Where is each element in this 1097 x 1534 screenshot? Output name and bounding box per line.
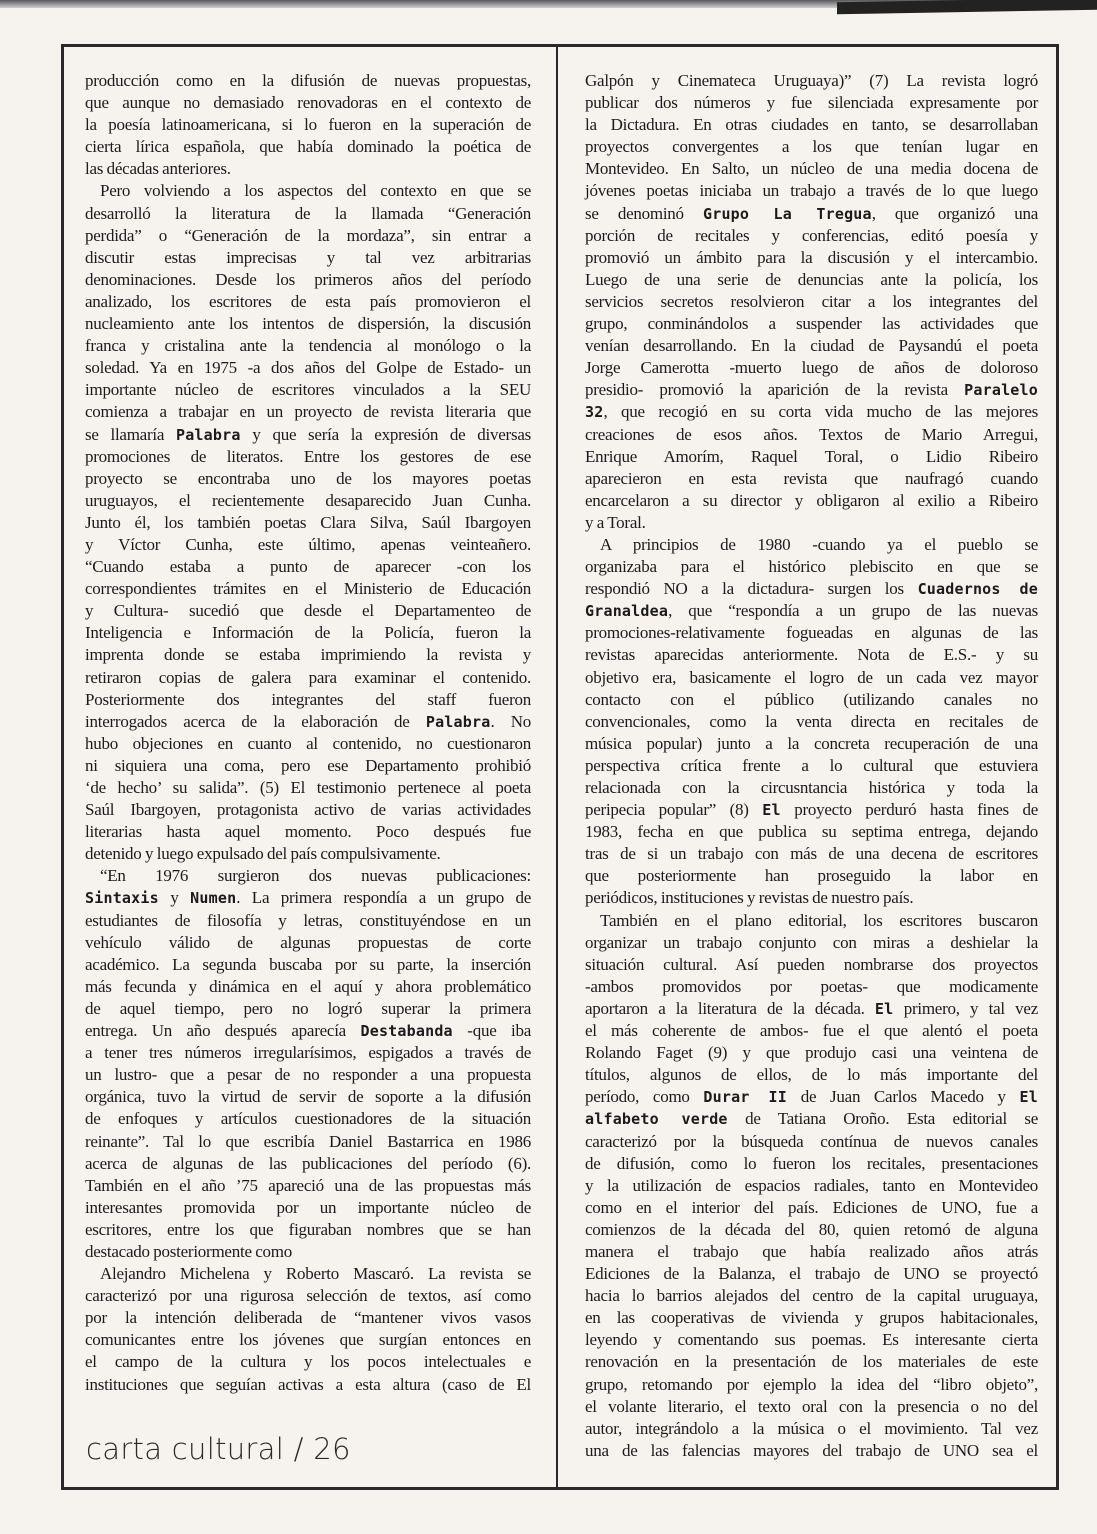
text-line: 1983, fecha en que publica su septima entrega, dejando xyxy=(585,822,1038,842)
text-line: acerca de algunas de las publicaciones del período (6). xyxy=(85,1153,531,1173)
text-line: jóvenes poetas iniciaba un trabajo a través de lo que luego xyxy=(585,181,1038,201)
text-line: la poesía latinoamericana, si lo fueron en la superación de xyxy=(85,115,531,135)
text-line: destacado posteriormente como xyxy=(85,1241,293,1261)
text-line: hubo objeciones en cuanto al contenido, no cuestionaron xyxy=(85,733,531,753)
text-line: Posteriormente dos integrantes del staff fueron xyxy=(85,689,531,709)
text-line: “Cuando estaba a punto de aparecer -con los xyxy=(85,557,531,577)
text-line: Enrique Amorím, Raquel Toral, o Lidio Ribeiro xyxy=(585,446,1038,466)
text-line: respondió NO a la dictadura- surgen los Cuadernos de xyxy=(585,579,1038,599)
text-line: promociones-relativamente fogueadas en algunas de las xyxy=(585,623,1038,643)
text-line: venían desarrollando. En la ciudad de Paysandú el poeta xyxy=(585,336,1038,356)
text-line: creaciones de esos años. Textos de Mario Arregui, xyxy=(585,424,1038,444)
text-line: interesantes promovida por un importante núcleo de xyxy=(85,1197,531,1217)
publication-title: Paralelo xyxy=(964,381,1038,400)
text-line: Ediciones de la Balanza, el trabajo de UNO se proyectó xyxy=(585,1264,1038,1284)
publication-title: Grupo La Tregua xyxy=(702,204,872,223)
text-line: las décadas anteriores. xyxy=(85,159,231,179)
text-line: comienzos de la década del 80, quien retomó de alguna xyxy=(585,1219,1038,1239)
text-line: instituciones que seguían activas a esta altura (caso de El xyxy=(85,1374,531,1394)
text-line: peripecia popular” (8) El proyecto perduró hasta fines de xyxy=(585,800,1038,820)
text-line: de aquel tiempo, pero no logró superar la primera xyxy=(85,998,531,1018)
text-line: organizaba para el histórico plebiscito en que se xyxy=(585,557,1038,577)
publication-title: Destabanda xyxy=(360,1022,453,1041)
text-line: se llamaría Palabra y que sería la expresión de diversas xyxy=(85,424,531,444)
column-divider xyxy=(556,44,558,1490)
text-line: correspondientes trámites en el Ministerio de Educación xyxy=(85,579,531,599)
text-line: proyectos convergentes a los que tenían lugar en xyxy=(585,137,1038,157)
text-line: Rolando Faget (9) y que produjo casi una veintena de xyxy=(585,1043,1038,1063)
text-line: el más coherente de ambos- fue el que alentó el poeta xyxy=(585,1021,1038,1041)
publication-title: El xyxy=(874,999,894,1018)
text-line: un lustro- que a pesar de no responder a una propuesta xyxy=(85,1065,531,1085)
text-line: vehículo válido de algunas propuestas de corte xyxy=(85,932,531,952)
text-line: y a Toral. xyxy=(585,512,646,532)
text-line: producción como en la difusión de nuevas propuestas, xyxy=(85,71,531,90)
text-line: música popular) junto a la concreta recuperación de una xyxy=(585,733,1038,753)
text-line: desarrolló la literatura de la llamada “Generación xyxy=(85,203,531,223)
page-footer: carta cultural / 26 xyxy=(86,1432,351,1466)
text-line: estudiantes de filosofía y letras, constituyéndose en un xyxy=(85,910,531,930)
publication-title: Palabra xyxy=(425,712,491,731)
text-line: publicar dos números y fue silenciada expresamente por xyxy=(585,93,1038,113)
text-line: renovación en la presentación de los materiales de este xyxy=(585,1352,1038,1372)
text-line: de difusión, como lo fueron los recitales, presentaciones xyxy=(585,1153,1038,1173)
text-line: reinante”. Tal lo que escribía Daniel Bastarrica en 1986 xyxy=(85,1131,531,1151)
publication-title: Sintaxis xyxy=(85,889,159,908)
text-line: Sintaxis y Numen. La primera respondía a un grupo de xyxy=(85,888,532,908)
text-line: y Víctor Cunha, este último, apenas veinteañero. xyxy=(85,534,531,554)
text-line: en las cooperativas de vivienda y grupos habitacionales, xyxy=(585,1308,1038,1328)
text-line: alfabeto verde de Tatiana Oroño. Esta editorial se xyxy=(585,1109,1039,1129)
text-line: académico. La segunda buscaba por su parte, la inserción xyxy=(85,954,531,974)
text-line: contacto con el público (utilizando canales no xyxy=(585,689,1038,709)
text-line: importante núcleo de escritores vinculados a la SEU xyxy=(85,380,531,400)
text-line: orgánica, tuvo la virtud de servir de soporte a la difusión xyxy=(85,1087,531,1107)
text-line: revistas aparecidas anteriormente. Nota de E.S.- y su xyxy=(585,645,1038,665)
text-line: presidio- promovió la aparición de la revista Paralelo xyxy=(585,380,1038,400)
text-line: aparecieron en esta revista que naufragó cuando xyxy=(585,468,1038,488)
text-line: Junto él, los también poetas Clara Silva, Saúl Ibargoyen xyxy=(85,512,531,532)
text-line: objetivo era, basicamente el logro de un cada vez mayor xyxy=(585,667,1038,687)
publication-title: El xyxy=(1019,1088,1038,1107)
text-line: comunicantes entre los jóvenes que surgían entonces en xyxy=(85,1330,531,1350)
publication-title: 32 xyxy=(585,403,604,422)
text-line: Granaldea, que “respondía a un grupo de las nuevas xyxy=(585,601,1038,621)
text-line: la Dictadura. En otras ciudades en tanto, se desarrollaban xyxy=(585,115,1038,135)
text-line: perspectiva crítica frente a lo cultural que estuviera xyxy=(585,755,1038,775)
publication-title: Palabra xyxy=(175,425,241,444)
text-line: de enfoques y artículos cuestionadores de la situación xyxy=(85,1109,531,1129)
publication-title: alfabeto verde xyxy=(585,1110,728,1129)
text-line: ni siquiera una coma, pero ese Departamento prohibió xyxy=(85,755,531,775)
text-line: aportaron a la literatura de la década. El primero, y tal vez xyxy=(585,998,1038,1018)
text-line: comienza a trabajar en un proyecto de revista literaria que xyxy=(85,402,531,422)
publication-title: Granaldea xyxy=(585,602,669,621)
text-line: “En 1976 surgieron dos nuevas publicaciones: xyxy=(100,866,531,886)
text-line: Luego de una serie de denuncias ante la policía, los xyxy=(585,269,1038,289)
text-line: el campo de la cultura y los pocos intelectuales e xyxy=(85,1352,531,1372)
text-line: caracterizó por la búsqueda contínua de nuevos canales xyxy=(585,1131,1038,1151)
text-line: nucleamiento ante los intentos de dispersión, la discusión xyxy=(85,314,531,334)
text-line: discutir estas imprecisas y tal vez arbitrarias xyxy=(85,247,531,267)
text-line: 32, que recogió en su corta vida mucho de las mejores xyxy=(585,402,1038,422)
text-line: Alejandro Michelena y Roberto Mascaró. La revista se xyxy=(100,1264,531,1284)
text-line: Jorge Camerotta -muerto luego de años de doloroso xyxy=(585,358,1038,378)
text-line: encarcelaron a su director y obligaron al exilio a Ribeiro xyxy=(585,490,1038,510)
text-line: Galpón y Cinemateca Uruguaya)” (7) La revista logró xyxy=(585,71,1038,90)
left-column xyxy=(85,70,531,1396)
text-line: denominaciones. Desde los primeros años del período xyxy=(85,269,531,289)
publication-title: Cuadernos de xyxy=(917,580,1038,599)
text-line: franca y cristalina ante la tendencia al monólogo o la xyxy=(85,336,531,356)
text-line: ‘de hecho’ su salida”. (5) El testimonio pertenece al poeta xyxy=(85,778,531,797)
text-line: servicios secretos resolvieron citar a los integrantes del xyxy=(585,291,1038,311)
text-line: el volante literario, el texto oral con la presencia o no del xyxy=(585,1396,1038,1416)
text-line: porción de recitales y conferencias, editó poesía y xyxy=(585,225,1038,245)
text-line: uruguayos, el recientemente desaparecido Juan Cunha. xyxy=(85,490,531,510)
text-line: imprenta donde se estaba imprimiendo la revista y xyxy=(85,645,531,665)
text-line: por la intención deliberada de “mantener vivos vasos xyxy=(85,1308,531,1328)
text-line: Montevideo. En Salto, un núcleo de una media docena de xyxy=(585,159,1038,179)
text-line: autor, integrándolo a la música o el movimiento. Tal vez xyxy=(585,1418,1038,1438)
text-line: a tener tres números irregularísimos, espigados a través de xyxy=(85,1043,531,1063)
text-line: También en el año ’75 apareció una de las propuestas más xyxy=(85,1175,531,1195)
text-line: cierta lírica española, que había dominado la poética de xyxy=(85,137,531,157)
text-line: período, como Durar II de Juan Carlos Macedo y El xyxy=(585,1087,1038,1107)
text-line: se denominó Grupo La Tregua, que organizó una xyxy=(585,203,1038,223)
text-line: tras de si un trabajo con más de una decena de escritores xyxy=(585,844,1038,864)
scan-edge xyxy=(0,0,1097,8)
text-line: y la utilización de espacios radiales, tanto en Montevideo xyxy=(585,1175,1038,1195)
text-line: relacionada con la circusntancia histórica y toda la xyxy=(585,778,1038,797)
text-line: entrega. Un año después aparecía Destabanda -que iba xyxy=(85,1021,531,1041)
text-line: situación cultural. Así pueden nombrarse dos proyectos xyxy=(585,954,1038,974)
text-line: soledad. Ya en 1975 -a dos años del Golpe de Estado- un xyxy=(85,358,531,378)
text-line: manera el trabajo que había realizado años atrás xyxy=(585,1241,1038,1261)
text-line: -ambos promovidos por poetas- que modicamente xyxy=(585,976,1038,996)
text-line: detenido y luego expulsado del país compulsivamente. xyxy=(85,844,441,864)
text-line: perdida” o “Generación de la mordaza”, sin entrar a xyxy=(85,225,531,245)
text-line: que aunque no demasiado renovadoras en el contexto de xyxy=(85,93,531,113)
text-line: A principios de 1980 -cuando ya el pueblo se xyxy=(600,534,1038,554)
text-line: proyecto se encontraba uno de los mayores poetas xyxy=(85,468,531,488)
text-line: Inteligencia e Información de la Policía, fueron la xyxy=(85,623,531,643)
text-line: literarias hasta aquel momento. Poco después fue xyxy=(85,822,531,842)
text-line: grupo, conminándolos a suspender las actividades que xyxy=(585,314,1038,334)
text-line: grupo, retomando por ejemplo la idea del “libro objeto”, xyxy=(585,1374,1038,1394)
text-line: retiraron copias de galera para examinar el contenido. xyxy=(85,667,531,687)
text-line: organizar un trabajo conjunto con miras a deshielar la xyxy=(585,932,1038,952)
text-line: como en el interior del país. Ediciones de UNO, fue a xyxy=(585,1197,1038,1217)
text-line: Pero volviendo a los aspectos del contexto en que se xyxy=(100,181,531,201)
text-line: hacia lo barrios alejados del centro de la capital uruguaya, xyxy=(585,1286,1038,1306)
text-line: periódicos, instituciones y revistas de nuestro país. xyxy=(585,888,914,908)
publication-title: Numen xyxy=(190,889,237,908)
text-line: interrogados acerca de la elaboración de Palabra. No xyxy=(85,711,532,731)
text-line: convencionales, como la venta directa en recitales de xyxy=(585,711,1038,731)
text-line: más fecunda y dinámica en el aquí y ahora problemático xyxy=(85,976,531,996)
text-line: leyendo y comentando sus poemas. Es interesante cierta xyxy=(585,1330,1038,1350)
right-column xyxy=(585,70,1038,1462)
text-line: caracterizó por una rigurosa selección de textos, así como xyxy=(85,1286,531,1306)
text-line: Saúl Ibargoyen, protagonista activo de varias actividades xyxy=(85,800,531,820)
text-line: analizado, los escritores de esta país promovieron el xyxy=(85,291,531,311)
text-line: títulos, algunos de ellos, de lo más importante del xyxy=(585,1065,1038,1085)
text-line: y Cultura- sucedió que desde el Departamenteo de xyxy=(85,601,531,621)
text-line: escritores, entre los que figuraban nombres que se han xyxy=(85,1219,531,1239)
text-line: También en el plano editorial, los escritores buscaron xyxy=(600,910,1038,930)
text-line: promociones de literatos. Entre los gestores de ese xyxy=(85,446,531,466)
text-line: promovió un ámbito para la discusión y el intercambio. xyxy=(585,247,1038,267)
publication-title: El xyxy=(762,801,781,820)
text-line: una de las falencias mayores del trabajo de UNO sea el xyxy=(585,1440,1038,1460)
publication-title: Durar II xyxy=(703,1088,788,1107)
text-line: que posteriormente han proseguido la labor en xyxy=(585,866,1038,886)
